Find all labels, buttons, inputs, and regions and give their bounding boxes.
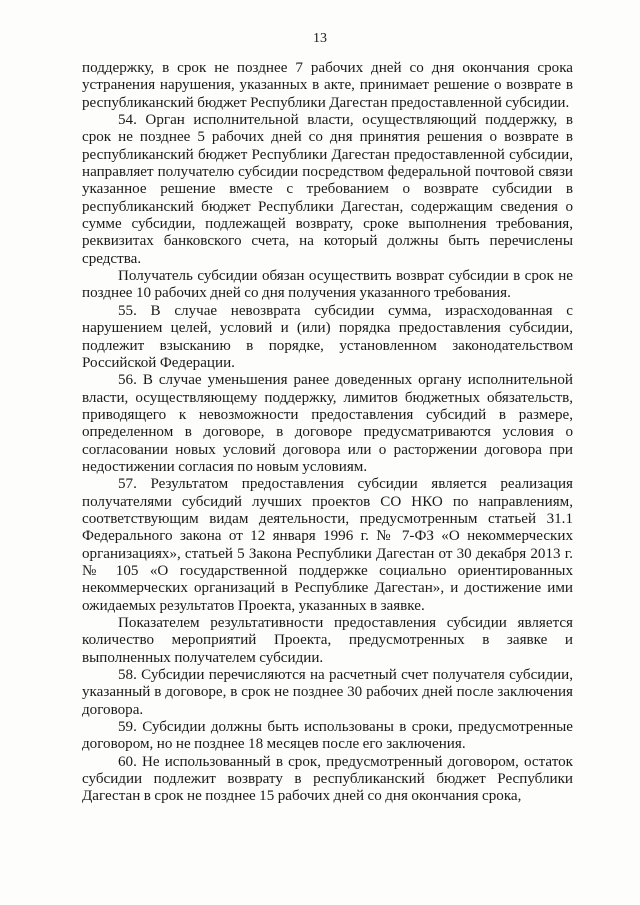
paragraph-55: 55. В случае невозврата субсидии сумма, израсходованная с нарушением целей, условий и (или) порядка предоставления субсидии, подлежит взысканию в порядке, установленном законодательством Российской Федерации. xyxy=(82,302,573,371)
paragraph-58: 58. Субсидии перечисляются на расчетный счет получателя субсидии, указанный в договоре, в срок не позднее 30 рабочих дней после заключения договора. xyxy=(82,667,573,718)
paragraph-60: 60. Не использованный в срок, предусмотренный договором, остаток субсидии подлежит возврату в республиканский бюджет Республики Дагестан в срок не позднее 15 рабочих дней со дня окончания срока, xyxy=(82,753,573,805)
document-body xyxy=(82,60,573,806)
paragraph-refund-obligation: Получатель субсидии обязан осуществить возврат субсидии в срок не позднее 10 рабочих дней со дня получения указанного требования. xyxy=(82,268,573,302)
paragraph-performance-indicator: Показателем результативности предоставления субсидии является количество мероприятий Проекта, предусмотренных в заявке и выполненных получателем субсидии. xyxy=(82,615,573,666)
paragraph-54: 54. Орган исполнительной власти, осуществляющий поддержку, в срок не позднее 5 рабочих дней со дня принятия решения о возврате в республиканский бюджет Республики Дагестан предоставленной субсидии, направляет получателю субсидии посредством федеральной почтовой связи указанное решение вместе с требованием о возврате субсидии в республиканский бюджет Республики Дагестан, содержащим сведения о сумме субсидии, подлежащей возврату, сроке выполнения требования, реквизитах банковского счета, на который должны быть перечислены средства. xyxy=(82,112,573,267)
page-number: 13 xyxy=(313,31,327,46)
paragraph-continuation: поддержку, в срок не позднее 7 рабочих дней со дня окончания срока устранения нарушения, указанных в акте, принимает решение о возврате в республиканский бюджет Республики Дагестан предоставленной субсидии. xyxy=(82,60,573,111)
paragraph-56: 56. В случае уменьшения ранее доведенных органу исполнительной власти, осуществляющему поддержку, лимитов бюджетных обязательств, приводящего к невозможности предоставления субсидий в размере, определенном в договоре, в договоре предусматриваются условия о согласовании новых условий договора или о расторжении договора при недостижении согласия по новым условиям. xyxy=(82,372,573,475)
paragraph-59: 59. Субсидии должны быть использованы в сроки, предусмотренные договором, но не позднее 18 месяцев после его заключения. xyxy=(82,719,573,753)
paragraph-57: 57. Результатом предоставления субсидии является реализация получателями субсидий лучших проектов СО НКО по направлениям, соответствующим видам деятельности, предусмотренным статьей 31.1 Федерального закона от 12 января 1996 г. № 7-ФЗ «О некоммерческих организациях», статьей 5 Закона Республики Дагестан от 30 декабря 2013 г. № 105 «О государственной поддержке социально ориентированных некоммерческих организаций в Республике Дагестан», и достижение ими ожидаемых результатов Проекта, указанных в заявке. xyxy=(82,476,573,614)
